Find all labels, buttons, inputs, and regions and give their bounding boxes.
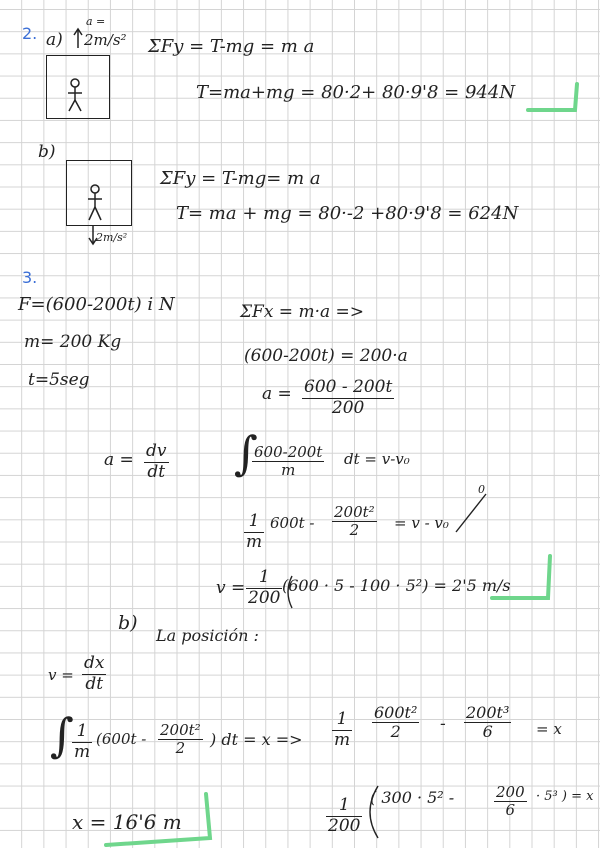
one-num-3: 1	[332, 710, 352, 731]
paren-v	[288, 576, 292, 608]
accel-arrow-up	[74, 29, 82, 48]
x-minus: -	[440, 714, 446, 734]
given-force: F=(600-200t) i N	[18, 294, 175, 315]
last-den2: 6	[505, 801, 516, 820]
part-b-3-label: b)	[118, 612, 138, 634]
vdef-num: dx	[84, 653, 105, 673]
x-num-1: 600t²	[374, 703, 418, 722]
adef-lhs: a =	[104, 450, 134, 470]
highlight-944	[528, 84, 577, 110]
accel-value: 2m/s²	[84, 31, 127, 49]
xint-close: ) dt = x =>	[210, 730, 303, 749]
x-equals: = x	[536, 720, 562, 738]
position-heading: La posición :	[156, 626, 259, 645]
problem-3-number: 3.	[22, 268, 38, 287]
given-time: t=5seg	[28, 370, 90, 390]
a-fraction-num: 600 - 200t	[304, 377, 393, 397]
integral-sign-1: ∫	[234, 426, 258, 480]
eq-b-1: ΣFy = T-mg= m a	[160, 168, 321, 189]
x-den-2: 6	[482, 722, 493, 742]
eq-a-2: T=ma+mg = 80·2+ 80·9'8 = 944N	[196, 82, 516, 103]
eq-a-1: ΣFy = T-mg = m a	[148, 36, 315, 57]
v-expression: (600 · 5 - 100 · 5²) = 2'5 m/s	[282, 576, 511, 595]
vdef-lhs: v =	[48, 666, 74, 684]
adef-num: dv	[146, 441, 167, 461]
xint-open: (600t -	[96, 730, 147, 748]
part-a-label: a)	[46, 30, 63, 50]
m-den-1: m	[246, 531, 263, 552]
last-b: · 5³ ) = x	[536, 789, 594, 804]
result-num: 200t²	[334, 503, 375, 521]
accel-arrow-down	[89, 226, 97, 244]
sum-forces-x: ΣFx = m·a =>	[240, 302, 365, 322]
accel-b: 2m/s²	[96, 231, 128, 244]
m-den-2: m	[74, 741, 91, 762]
highlight-final	[106, 794, 210, 845]
v-lhs: v =	[216, 578, 246, 598]
xint-num: 200t²	[160, 721, 201, 739]
paren-last	[370, 786, 378, 838]
last-den: 200	[328, 815, 361, 836]
eq-b-2: T= ma + mg = 80·-2 +80·9'8 = 624N	[176, 203, 519, 224]
result-den: 2	[349, 521, 360, 540]
xint-den: 2	[175, 739, 186, 758]
result-a: 600t -	[270, 514, 315, 532]
highlight-2-5	[492, 556, 550, 598]
one-num-2: 1	[72, 722, 92, 743]
last-num: 200	[496, 783, 525, 801]
adef-den: dt	[147, 461, 166, 482]
v0-zero: 0	[478, 483, 485, 496]
int-rest: dt = v-v₀	[344, 450, 410, 468]
x-den-1: 2	[390, 722, 401, 742]
vdef-den: dt	[85, 673, 104, 694]
problem-2-number: 2.	[22, 24, 38, 43]
a-fraction-den: 200	[331, 397, 365, 418]
v0-strike	[456, 494, 486, 532]
integral-sign-2: ∫	[50, 708, 74, 762]
x-num-2: 200t³	[466, 703, 510, 722]
v-num: 1	[246, 568, 282, 589]
given-mass: m= 200 Kg	[24, 332, 122, 352]
final-answer: x = 16'6 m	[72, 810, 182, 834]
accel-label-top: a =	[86, 15, 106, 28]
last-one: 1	[326, 796, 362, 817]
one-num-1: 1	[244, 512, 264, 533]
int-den: m	[281, 461, 296, 480]
v-den: 200	[248, 587, 281, 608]
int-num: 600-200t	[254, 443, 323, 461]
last-a: ( 300 · 5² -	[370, 788, 455, 807]
part-b-label: b)	[38, 142, 56, 162]
stick-figure-b	[88, 185, 102, 220]
m-den-3: m	[334, 729, 351, 750]
result-b: = v - v₀	[394, 514, 449, 532]
newton-equation: (600-200t) = 200·a	[244, 346, 408, 366]
stick-figure-a	[68, 79, 82, 111]
a-lhs: a =	[262, 384, 292, 404]
